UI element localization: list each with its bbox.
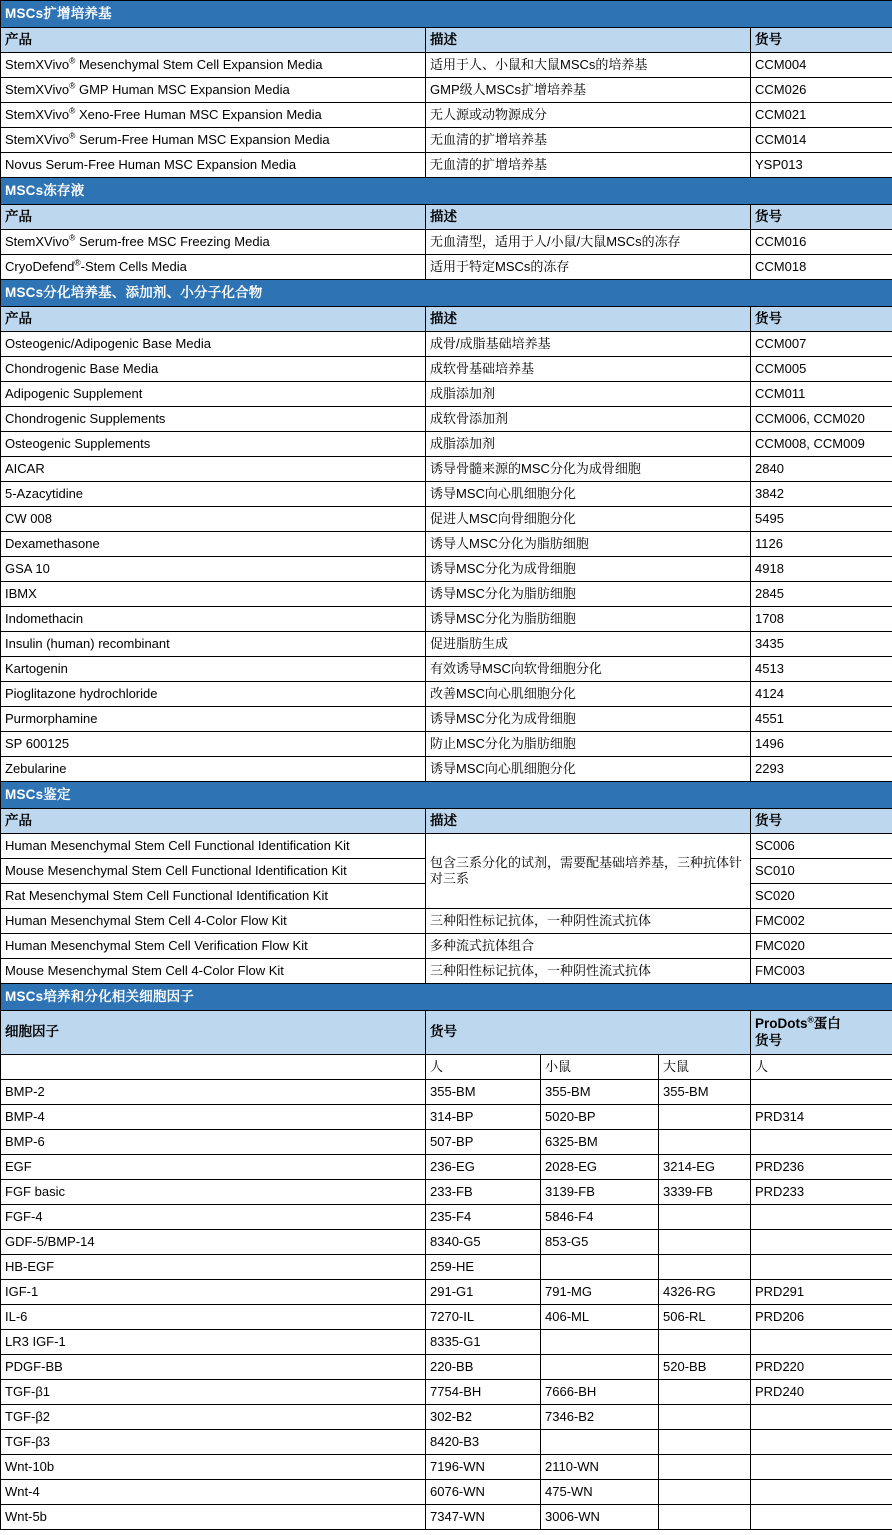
column-header-product: 产品: [1, 28, 426, 53]
description-cell: 防止MSC分化为脂肪细胞: [426, 732, 751, 757]
catalog-cell: CCM014: [751, 128, 892, 153]
cytokine-name-cell: GDF-5/BMP-14: [1, 1230, 426, 1255]
table-row: [1, 230, 892, 255]
section-band: [1, 280, 892, 307]
catalog-human-cell: 7196-WN: [426, 1455, 541, 1480]
description-cell: 改善MSC向心肌细胞分化: [426, 682, 751, 707]
table-row: [1, 834, 892, 859]
description-cell: 包含三系分化的试剂，需要配基础培养基，三种抗体针对三系: [426, 834, 751, 909]
table-row: [1, 1205, 892, 1230]
description-cell: 成骨/成脂基础培养基: [426, 332, 751, 357]
cytokine-name-cell: IGF-1: [1, 1280, 426, 1305]
catalog-prodots-cell: [751, 1205, 892, 1230]
catalog-rat-cell: 4326-RG: [659, 1280, 751, 1305]
catalog-cell: CCM004: [751, 53, 892, 78]
description-cell: 诱导MSC分化为成骨细胞: [426, 707, 751, 732]
catalog-prodots-cell: PRD314: [751, 1105, 892, 1130]
catalog-human-cell: 314-BP: [426, 1105, 541, 1130]
table-row: [1, 909, 892, 934]
catalog-human-cell: 507-BP: [426, 1130, 541, 1155]
catalog-cell: FMC020: [751, 934, 892, 959]
catalog-prodots-cell: PRD236: [751, 1155, 892, 1180]
column-subheader-species-mouse: 小鼠: [541, 1055, 659, 1080]
description-cell: 无血清的扩增培养基: [426, 128, 751, 153]
table-row: [1, 1130, 892, 1155]
catalog-rat-cell: 3214-EG: [659, 1155, 751, 1180]
catalog-mouse-cell: 853-G5: [541, 1230, 659, 1255]
catalog-cell: 1496: [751, 732, 892, 757]
table-row: [1, 357, 892, 382]
column-header-row: [1, 205, 892, 230]
cytokine-name-cell: EGF: [1, 1155, 426, 1180]
description-cell: 有效诱导MSC向软骨细胞分化: [426, 657, 751, 682]
catalog-human-cell: 8340-G5: [426, 1230, 541, 1255]
column-header-row: [1, 809, 892, 834]
product-cell: Chondrogenic Base Media: [1, 357, 426, 382]
product-cell: Mouse Mesenchymal Stem Cell Functional Identification Kit: [1, 859, 426, 884]
product-cell: Zebularine: [1, 757, 426, 782]
catalog-mouse-cell: 2110-WN: [541, 1455, 659, 1480]
empty-cell: [1, 1055, 426, 1080]
prodots-label-line2: 货号: [755, 1032, 782, 1048]
catalog-mouse-cell: [541, 1355, 659, 1380]
catalog-cell: SC006: [751, 834, 892, 859]
catalog-human-cell: 220-BB: [426, 1355, 541, 1380]
cytokine-name-cell: LR3 IGF-1: [1, 1330, 426, 1355]
prodots-label-line1: ProDots®蛋白: [755, 1014, 841, 1031]
catalog-mouse-cell: 3006-WN: [541, 1505, 659, 1530]
column-header-description: 描述: [426, 28, 751, 53]
cytokine-name-cell: TGF-β3: [1, 1430, 426, 1455]
table-row: [1, 128, 892, 153]
table-row: [1, 757, 892, 782]
column-header-product: 产品: [1, 307, 426, 332]
catalog-cell: CCM016: [751, 230, 892, 255]
catalog-human-cell: 235-F4: [426, 1205, 541, 1230]
product-cell: Novus Serum-Free Human MSC Expansion Media: [1, 153, 426, 178]
cytokine-name-cell: PDGF-BB: [1, 1355, 426, 1380]
catalog-prodots-cell: [751, 1505, 892, 1530]
catalog-mouse-cell: 2028-EG: [541, 1155, 659, 1180]
table-row: [1, 78, 892, 103]
cytokine-name-cell: Wnt-4: [1, 1480, 426, 1505]
column-header-catalog: 货号: [751, 307, 892, 332]
catalog-human-cell: 6076-WN: [426, 1480, 541, 1505]
catalog-rat-cell: [659, 1480, 751, 1505]
catalog-human-cell: 7270-IL: [426, 1305, 541, 1330]
catalog-mouse-cell: 6325-BM: [541, 1130, 659, 1155]
table-row: [1, 1155, 892, 1180]
table-row: [1, 1305, 892, 1330]
product-cell: Rat Mesenchymal Stem Cell Functional Identification Kit: [1, 884, 426, 909]
product-cell: StemXVivo® Mesenchymal Stem Cell Expansion Media: [1, 53, 426, 78]
catalog-human-cell: 8335-G1: [426, 1330, 541, 1355]
catalog-mouse-cell: [541, 1330, 659, 1355]
catalog-prodots-cell: PRD240: [751, 1380, 892, 1405]
catalog-mouse-cell: 406-ML: [541, 1305, 659, 1330]
catalog-cell: 2845: [751, 582, 892, 607]
catalog-rat-cell: 355-BM: [659, 1080, 751, 1105]
product-cell: Kartogenin: [1, 657, 426, 682]
catalog-cell: 5495: [751, 507, 892, 532]
catalog-cell: 1126: [751, 532, 892, 557]
catalog-rat-cell: [659, 1105, 751, 1130]
product-cell: Pioglitazone hydrochloride: [1, 682, 426, 707]
table-row: [1, 382, 892, 407]
catalog-cell: CCM007: [751, 332, 892, 357]
description-cell: 成脂添加剂: [426, 382, 751, 407]
product-cell: Human Mesenchymal Stem Cell Verification Flow Kit: [1, 934, 426, 959]
catalog-human-cell: 8420-B3: [426, 1430, 541, 1455]
catalog-cell: 2840: [751, 457, 892, 482]
product-cell: Insulin (human) recombinant: [1, 632, 426, 657]
table-row: [1, 682, 892, 707]
column-header-description: 描述: [426, 205, 751, 230]
column-header-description: 描述: [426, 307, 751, 332]
cytokine-header-row: [1, 1011, 892, 1055]
product-cell: SP 600125: [1, 732, 426, 757]
cytokine-name-cell: TGF-β2: [1, 1405, 426, 1430]
catalog-rat-cell: 506-RL: [659, 1305, 751, 1330]
catalog-human-cell: 259-HE: [426, 1255, 541, 1280]
table-row: [1, 1105, 892, 1130]
description-cell: 多种流式抗体组合: [426, 934, 751, 959]
column-header-product: 产品: [1, 205, 426, 230]
catalog-prodots-cell: PRD206: [751, 1305, 892, 1330]
description-cell: 三种阳性标记抗体，一种阴性流式抗体: [426, 909, 751, 934]
catalog-prodots-cell: [751, 1455, 892, 1480]
product-cell: AICAR: [1, 457, 426, 482]
cytokine-name-cell: HB-EGF: [1, 1255, 426, 1280]
table-row: [1, 332, 892, 357]
table-row: [1, 1405, 892, 1430]
catalog-prodots-cell: [751, 1255, 892, 1280]
table-row: [1, 1430, 892, 1455]
table-row: [1, 1230, 892, 1255]
catalog-cell: FMC002: [751, 909, 892, 934]
section-band: [1, 1, 892, 28]
catalog-human-cell: 7347-WN: [426, 1505, 541, 1530]
product-cell: Mouse Mesenchymal Stem Cell 4-Color Flow Kit: [1, 959, 426, 984]
catalog-prodots-cell: [751, 1230, 892, 1255]
table-row: [1, 1180, 892, 1205]
cytokine-name-cell: Wnt-5b: [1, 1505, 426, 1530]
catalog-prodots-cell: [751, 1130, 892, 1155]
product-cell: StemXVivo® Serum-Free Human MSC Expansion Media: [1, 128, 426, 153]
product-cell: IBMX: [1, 582, 426, 607]
cytokine-name-cell: IL-6: [1, 1305, 426, 1330]
description-cell: 诱导MSC向心肌细胞分化: [426, 482, 751, 507]
table-row: [1, 1280, 892, 1305]
catalog-cell: 4551: [751, 707, 892, 732]
catalog-cell: 3842: [751, 482, 892, 507]
table-row: [1, 153, 892, 178]
catalog-rat-cell: [659, 1330, 751, 1355]
catalog-cell: SC020: [751, 884, 892, 909]
table-row: [1, 1380, 892, 1405]
catalog-rat-cell: [659, 1505, 751, 1530]
table-row: [1, 934, 892, 959]
column-header-catalog-group: 货号: [426, 1011, 751, 1055]
product-cell: CryoDefend®-Stem Cells Media: [1, 255, 426, 280]
table-row: [1, 657, 892, 682]
column-header-catalog: 货号: [751, 28, 892, 53]
section-title: MSCs扩增培养基: [1, 1, 892, 28]
cytokine-name-cell: BMP-4: [1, 1105, 426, 1130]
product-cell: Osteogenic/Adipogenic Base Media: [1, 332, 426, 357]
catalog-prodots-cell: PRD233: [751, 1180, 892, 1205]
description-cell: 适用于特定MSCs的冻存: [426, 255, 751, 280]
catalog-rat-cell: [659, 1380, 751, 1405]
catalog-rat-cell: [659, 1230, 751, 1255]
description-cell: 诱导MSC向心肌细胞分化: [426, 757, 751, 782]
catalog-cell: CCM005: [751, 357, 892, 382]
product-cell: Purmorphamine: [1, 707, 426, 732]
column-header-description: 描述: [426, 809, 751, 834]
column-header-factor: 细胞因子: [1, 1011, 426, 1055]
description-cell: 三种阳性标记抗体，一种阴性流式抗体: [426, 959, 751, 984]
catalog-human-cell: 291-G1: [426, 1280, 541, 1305]
table-row: [1, 1480, 892, 1505]
species-subheader-row: [1, 1055, 892, 1080]
catalog-cell: FMC003: [751, 959, 892, 984]
table-row: [1, 53, 892, 78]
catalog-cell: CCM011: [751, 382, 892, 407]
table-row: [1, 255, 892, 280]
catalog-rat-cell: 3339-FB: [659, 1180, 751, 1205]
table-row: [1, 1355, 892, 1380]
cytokine-name-cell: TGF-β1: [1, 1380, 426, 1405]
description-cell: 诱导骨髓来源的MSC分化为成骨细胞: [426, 457, 751, 482]
catalog-rat-cell: [659, 1205, 751, 1230]
catalog-cell: YSP013: [751, 153, 892, 178]
catalog-mouse-cell: 7666-BH: [541, 1380, 659, 1405]
product-cell: Indomethacin: [1, 607, 426, 632]
catalog-rat-cell: [659, 1255, 751, 1280]
catalog-prodots-cell: [751, 1480, 892, 1505]
product-cell: Chondrogenic Supplements: [1, 407, 426, 432]
catalog-prodots-cell: [751, 1330, 892, 1355]
description-cell: 促进人MSC向骨细胞分化: [426, 507, 751, 532]
section-title: MSCs培养和分化相关细胞因子: [1, 984, 892, 1011]
description-cell: 适用于人、小鼠和大鼠MSCs的培养基: [426, 53, 751, 78]
catalog-mouse-cell: 5846-F4: [541, 1205, 659, 1230]
catalog-cell: 1708: [751, 607, 892, 632]
description-cell: 诱导MSC分化为脂肪细胞: [426, 582, 751, 607]
catalog-mouse-cell: 475-WN: [541, 1480, 659, 1505]
catalog-rat-cell: [659, 1405, 751, 1430]
table-row: [1, 1455, 892, 1480]
column-header-prodots: [751, 1011, 892, 1055]
product-cell: Adipogenic Supplement: [1, 382, 426, 407]
catalog-human-cell: 233-FB: [426, 1180, 541, 1205]
catalog-mouse-cell: 791-MG: [541, 1280, 659, 1305]
table-row: [1, 632, 892, 657]
catalog-mouse-cell: 355-BM: [541, 1080, 659, 1105]
table-row: [1, 532, 892, 557]
table-row: [1, 457, 892, 482]
table-row: [1, 407, 892, 432]
description-cell: 诱导人MSC分化为脂肪细胞: [426, 532, 751, 557]
section-band: [1, 782, 892, 809]
catalog-cell: SC010: [751, 859, 892, 884]
catalog-human-cell: 236-EG: [426, 1155, 541, 1180]
product-cell: StemXVivo® Serum-free MSC Freezing Media: [1, 230, 426, 255]
catalog-prodots-cell: [751, 1405, 892, 1430]
catalog-human-cell: 302-B2: [426, 1405, 541, 1430]
table-row: [1, 432, 892, 457]
table-row: [1, 1080, 892, 1105]
catalog-cell: 4513: [751, 657, 892, 682]
description-cell: 促进脂肪生成: [426, 632, 751, 657]
description-cell: GMP级人MSCs扩增培养基: [426, 78, 751, 103]
column-header-catalog: 货号: [751, 205, 892, 230]
column-header-product: 产品: [1, 809, 426, 834]
description-cell: 无血清的扩增培养基: [426, 153, 751, 178]
description-cell: 成脂添加剂: [426, 432, 751, 457]
catalog-cell: 2293: [751, 757, 892, 782]
catalog-mouse-cell: 7346-B2: [541, 1405, 659, 1430]
column-header-catalog: 货号: [751, 809, 892, 834]
cytokine-name-cell: BMP-2: [1, 1080, 426, 1105]
catalog-rat-cell: 520-BB: [659, 1355, 751, 1380]
product-cell: Human Mesenchymal Stem Cell 4-Color Flow Kit: [1, 909, 426, 934]
cytokine-name-cell: Wnt-10b: [1, 1455, 426, 1480]
column-subheader-species-human: 人: [426, 1055, 541, 1080]
section-title: MSCs分化培养基、添加剂、小分子化合物: [1, 280, 892, 307]
table-row: [1, 707, 892, 732]
catalog-prodots-cell: [751, 1080, 892, 1105]
cytokine-name-cell: FGF basic: [1, 1180, 426, 1205]
catalog-prodots-cell: PRD291: [751, 1280, 892, 1305]
catalog-mouse-cell: 3139-FB: [541, 1180, 659, 1205]
column-header-row: [1, 28, 892, 53]
table-row: [1, 607, 892, 632]
section-title: MSCs鉴定: [1, 782, 892, 809]
description-cell: 无人源或动物源成分: [426, 103, 751, 128]
catalog-cell: CCM021: [751, 103, 892, 128]
table-row: [1, 582, 892, 607]
product-cell: Dexamethasone: [1, 532, 426, 557]
table-row: [1, 103, 892, 128]
table-row: [1, 482, 892, 507]
product-cell: Human Mesenchymal Stem Cell Functional Identification Kit: [1, 834, 426, 859]
catalog-prodots-cell: [751, 1430, 892, 1455]
section-band: [1, 178, 892, 205]
product-cell: GSA 10: [1, 557, 426, 582]
table-row: [1, 732, 892, 757]
catalog-cell: CCM006, CCM020: [751, 407, 892, 432]
description-cell: 成软骨基础培养基: [426, 357, 751, 382]
product-cell: CW 008: [1, 507, 426, 532]
catalog-cell: 4124: [751, 682, 892, 707]
table-row: [1, 557, 892, 582]
section-band: [1, 984, 892, 1011]
description-cell: 诱导MSC分化为脂肪细胞: [426, 607, 751, 632]
table-row: [1, 1505, 892, 1530]
column-subheader-prodots-species-human: 人: [751, 1055, 892, 1080]
table-row: [1, 1330, 892, 1355]
table-row: [1, 959, 892, 984]
table-row: [1, 1255, 892, 1280]
table-row: [1, 507, 892, 532]
catalog-human-cell: 7754-BH: [426, 1380, 541, 1405]
section-title: MSCs冻存液: [1, 178, 892, 205]
product-cell: Osteogenic Supplements: [1, 432, 426, 457]
cytokine-name-cell: FGF-4: [1, 1205, 426, 1230]
catalog-mouse-cell: [541, 1430, 659, 1455]
description-cell: 无血清型，适用于人/小鼠/大鼠MSCs的冻存: [426, 230, 751, 255]
catalog-rat-cell: [659, 1130, 751, 1155]
catalog-cell: CCM008, CCM009: [751, 432, 892, 457]
product-cell: 5-Azacytidine: [1, 482, 426, 507]
product-cell: StemXVivo® GMP Human MSC Expansion Media: [1, 78, 426, 103]
catalog-mouse-cell: [541, 1255, 659, 1280]
catalog-rat-cell: [659, 1430, 751, 1455]
catalog-cell: CCM026: [751, 78, 892, 103]
description-cell: 成软骨添加剂: [426, 407, 751, 432]
catalog-cell: 3435: [751, 632, 892, 657]
description-cell: 诱导MSC分化为成骨细胞: [426, 557, 751, 582]
catalog-prodots-cell: PRD220: [751, 1355, 892, 1380]
catalog-human-cell: 355-BM: [426, 1080, 541, 1105]
catalog-rat-cell: [659, 1455, 751, 1480]
cytokine-name-cell: BMP-6: [1, 1130, 426, 1155]
catalog-cell: CCM018: [751, 255, 892, 280]
catalog-cell: 4918: [751, 557, 892, 582]
product-cell: StemXVivo® Xeno-Free Human MSC Expansion Media: [1, 103, 426, 128]
column-subheader-species-rat: 大鼠: [659, 1055, 751, 1080]
catalog-mouse-cell: 5020-BP: [541, 1105, 659, 1130]
column-header-row: [1, 307, 892, 332]
